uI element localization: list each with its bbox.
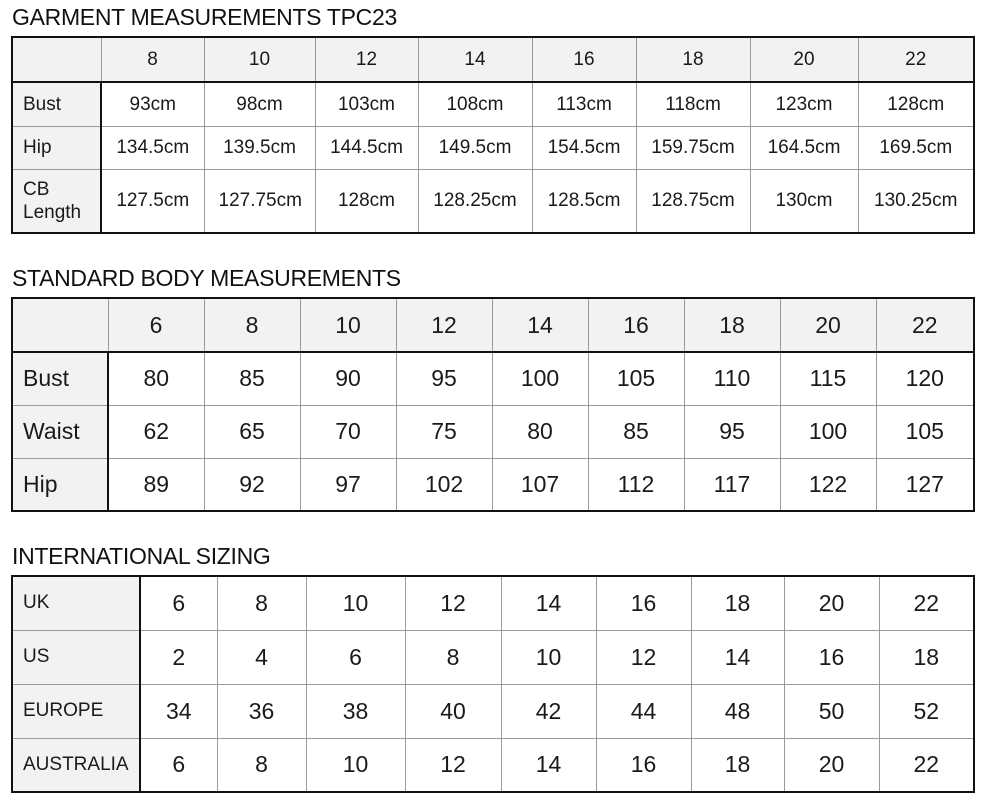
size-header: 22 xyxy=(876,298,974,352)
size-cell: 20 xyxy=(784,738,879,792)
size-cell: 12 xyxy=(405,738,501,792)
size-cell: 22 xyxy=(879,738,974,792)
size-header: 18 xyxy=(684,298,780,352)
measurement-cell: 127 xyxy=(876,458,974,511)
table-row xyxy=(12,738,974,792)
size-cell: 16 xyxy=(596,738,691,792)
measurement-cell: 113cm xyxy=(532,82,636,126)
size-header: 20 xyxy=(780,298,876,352)
size-cell: 10 xyxy=(501,630,596,684)
size-cell: 14 xyxy=(501,738,596,792)
measurement-cell: 70 xyxy=(300,405,396,458)
size-cell: 10 xyxy=(306,576,405,630)
measurement-cell: 80 xyxy=(108,352,204,405)
header-corner-cell xyxy=(12,37,101,82)
body-header-row xyxy=(12,298,974,352)
garment-header-row xyxy=(12,37,974,82)
measurement-cell: 108cm xyxy=(418,82,532,126)
measurement-cell: 92 xyxy=(204,458,300,511)
measurement-cell: 154.5cm xyxy=(532,126,636,169)
standard-body-measurements-table xyxy=(11,297,975,512)
measurement-cell: 128.75cm xyxy=(636,169,750,233)
row-label: Waist xyxy=(12,405,108,458)
table-row xyxy=(12,576,974,630)
measurement-cell: 110 xyxy=(684,352,780,405)
measurement-cell: 102 xyxy=(396,458,492,511)
size-cell: 48 xyxy=(691,684,784,738)
size-header: 20 xyxy=(750,37,858,82)
size-cell: 8 xyxy=(217,738,306,792)
size-cell: 4 xyxy=(217,630,306,684)
size-header: 18 xyxy=(636,37,750,82)
size-header: 10 xyxy=(300,298,396,352)
measurement-cell: 117 xyxy=(684,458,780,511)
row-label: US xyxy=(12,630,140,684)
size-cell: 6 xyxy=(306,630,405,684)
table-row xyxy=(12,405,974,458)
measurement-cell: 75 xyxy=(396,405,492,458)
measurement-cell: 159.75cm xyxy=(636,126,750,169)
size-cell: 16 xyxy=(784,630,879,684)
measurement-cell: 139.5cm xyxy=(204,126,315,169)
measurement-cell: 130cm xyxy=(750,169,858,233)
measurement-cell: 95 xyxy=(684,405,780,458)
size-cell: 44 xyxy=(596,684,691,738)
measurement-cell: 127.5cm xyxy=(101,169,204,233)
size-cell: 38 xyxy=(306,684,405,738)
measurement-cell: 112 xyxy=(588,458,684,511)
table-row xyxy=(12,684,974,738)
size-header: 8 xyxy=(204,298,300,352)
size-cell: 12 xyxy=(405,576,501,630)
measurement-cell: 85 xyxy=(204,352,300,405)
row-label: CB Length xyxy=(12,169,101,233)
size-cell: 12 xyxy=(596,630,691,684)
measurement-cell: 105 xyxy=(588,352,684,405)
size-header: 8 xyxy=(101,37,204,82)
measurement-cell: 80 xyxy=(492,405,588,458)
table-row xyxy=(12,126,974,169)
size-header: 16 xyxy=(532,37,636,82)
size-cell: 2 xyxy=(140,630,217,684)
measurement-cell: 93cm xyxy=(101,82,204,126)
row-label: UK xyxy=(12,576,140,630)
measurement-cell: 90 xyxy=(300,352,396,405)
size-cell: 18 xyxy=(691,738,784,792)
row-label: Bust xyxy=(12,82,101,126)
measurement-cell: 100 xyxy=(492,352,588,405)
size-header: 14 xyxy=(492,298,588,352)
measurement-cell: 107 xyxy=(492,458,588,511)
size-cell: 50 xyxy=(784,684,879,738)
size-cell: 16 xyxy=(596,576,691,630)
size-header: 6 xyxy=(108,298,204,352)
measurement-cell: 100 xyxy=(780,405,876,458)
row-label: Bust xyxy=(12,352,108,405)
international-sizing-title: INTERNATIONAL SIZING xyxy=(12,543,271,569)
size-cell: 10 xyxy=(306,738,405,792)
size-cell: 8 xyxy=(217,576,306,630)
header-corner-cell xyxy=(12,298,108,352)
size-header: 16 xyxy=(588,298,684,352)
size-header: 12 xyxy=(315,37,418,82)
measurement-cell: 120 xyxy=(876,352,974,405)
measurement-cell: 62 xyxy=(108,405,204,458)
size-cell: 14 xyxy=(501,576,596,630)
measurement-cell: 164.5cm xyxy=(750,126,858,169)
row-label: EUROPE xyxy=(12,684,140,738)
measurement-cell: 128.5cm xyxy=(532,169,636,233)
table-row xyxy=(12,169,974,233)
measurement-cell: 97 xyxy=(300,458,396,511)
measurement-cell: 122 xyxy=(780,458,876,511)
measurement-cell: 130.25cm xyxy=(858,169,974,233)
measurement-cell: 115 xyxy=(780,352,876,405)
table-row xyxy=(12,630,974,684)
measurement-cell: 103cm xyxy=(315,82,418,126)
measurement-cell: 118cm xyxy=(636,82,750,126)
international-sizing-table xyxy=(11,575,975,793)
measurement-cell: 89 xyxy=(108,458,204,511)
size-header: 12 xyxy=(396,298,492,352)
measurement-cell: 128cm xyxy=(315,169,418,233)
garment-measurements-title: GARMENT MEASUREMENTS TPC23 xyxy=(12,4,397,30)
measurement-cell: 134.5cm xyxy=(101,126,204,169)
measurement-cell: 128cm xyxy=(858,82,974,126)
size-cell: 14 xyxy=(691,630,784,684)
table-row xyxy=(12,458,974,511)
table-row xyxy=(12,82,974,126)
size-cell: 40 xyxy=(405,684,501,738)
size-cell: 6 xyxy=(140,738,217,792)
size-cell: 22 xyxy=(879,576,974,630)
measurement-cell: 144.5cm xyxy=(315,126,418,169)
size-cell: 8 xyxy=(405,630,501,684)
table-row xyxy=(12,352,974,405)
size-cell: 34 xyxy=(140,684,217,738)
measurement-cell: 105 xyxy=(876,405,974,458)
measurement-cell: 65 xyxy=(204,405,300,458)
measurement-cell: 169.5cm xyxy=(858,126,974,169)
size-cell: 52 xyxy=(879,684,974,738)
row-label: Hip xyxy=(12,458,108,511)
measurement-cell: 98cm xyxy=(204,82,315,126)
size-header: 14 xyxy=(418,37,532,82)
size-header: 22 xyxy=(858,37,974,82)
standard-body-measurements-title: STANDARD BODY MEASUREMENTS xyxy=(12,265,401,291)
row-label: AUSTRALIA xyxy=(12,738,140,792)
garment-measurements-table xyxy=(11,36,975,234)
measurement-cell: 128.25cm xyxy=(418,169,532,233)
size-cell: 42 xyxy=(501,684,596,738)
row-label: Hip xyxy=(12,126,101,169)
size-cell: 18 xyxy=(691,576,784,630)
size-cell: 20 xyxy=(784,576,879,630)
measurement-cell: 95 xyxy=(396,352,492,405)
size-header: 10 xyxy=(204,37,315,82)
measurement-cell: 149.5cm xyxy=(418,126,532,169)
measurement-cell: 127.75cm xyxy=(204,169,315,233)
measurement-cell: 85 xyxy=(588,405,684,458)
measurement-cell: 123cm xyxy=(750,82,858,126)
size-cell: 6 xyxy=(140,576,217,630)
size-cell: 36 xyxy=(217,684,306,738)
size-cell: 18 xyxy=(879,630,974,684)
